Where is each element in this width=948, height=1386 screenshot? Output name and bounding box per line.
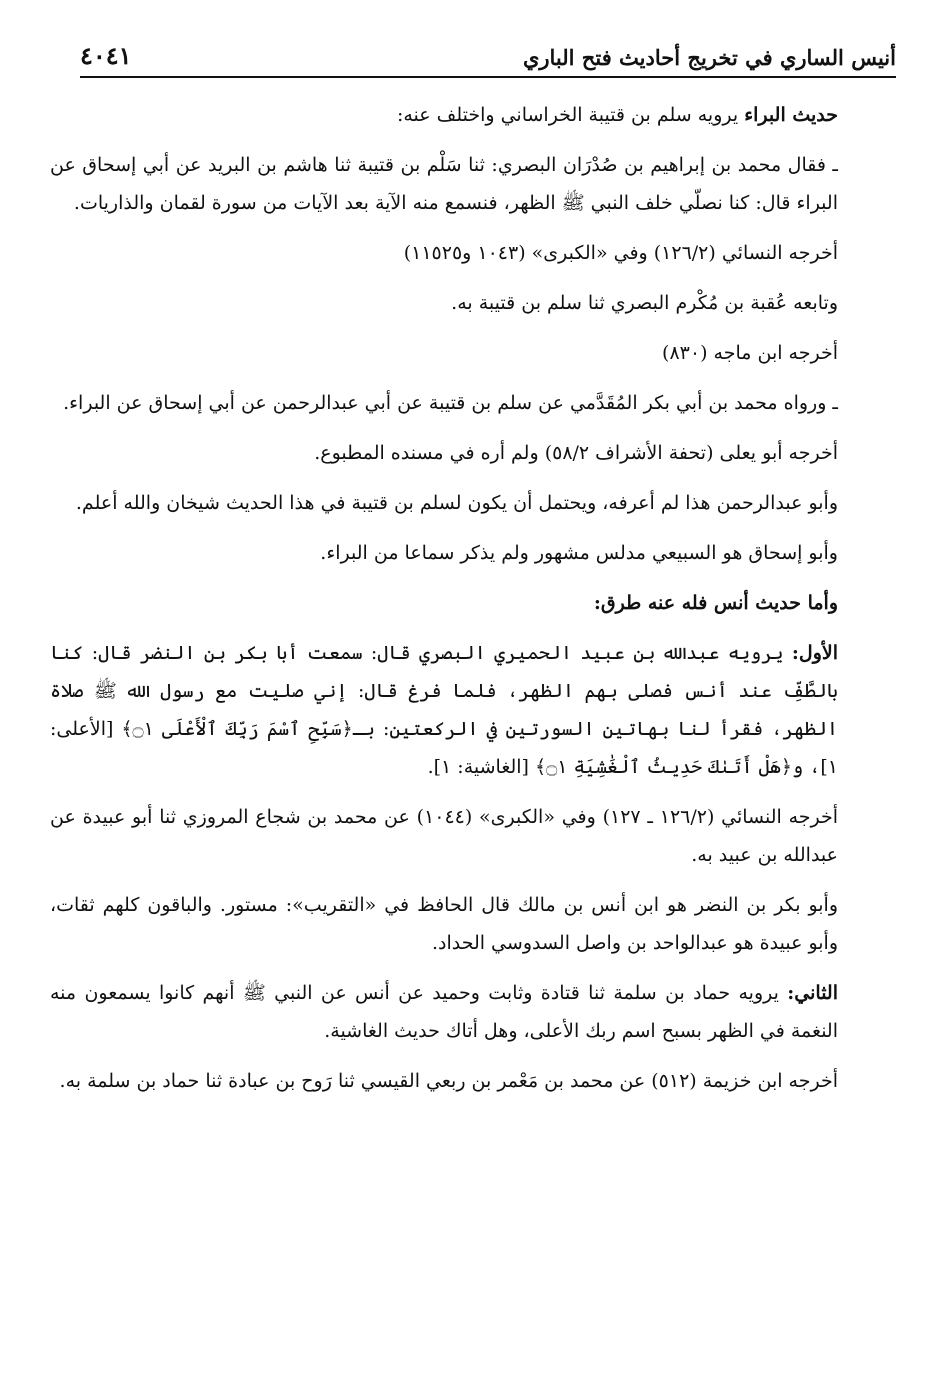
paragraph-text: يرويه حماد بن سلمة ثنا قتادة وثابت وحميد عن أنس عن النبي ﷺ أنهم كانوا يسمعون منه النغمة في الظهر بسبح اسم ربك الأعلى، وهل أتاك حديث الغاشية. [50,982,838,1042]
page-header [80,34,896,78]
paragraph-second-route [50,974,896,1050]
paragraph-abu-yala: أخرجه أبو يعلى (تحفة الأشراف ٥٨/٢) ولم أره في مسنده المطبوع. [314,442,838,464]
paragraph-text: [الأعلى: ١]، و [50,718,838,778]
paragraph-ibn-khuzayma: أخرجه ابن خزيمة (٥١٢) عن محمد بن مَعْمر بن ربعي القيسي ثنا رَوح بن عبادة ثنا حماد بن سلمة به. [59,1070,838,1092]
paragraph-muqaddami: ـ ورواه محمد بن أبي بكر المُقَدَّمي عن سلم بن قتيبة عن أبي عبدالرحمن عن أبي إسحاق عن البراء. [63,392,838,414]
quran-verse: ﴿سَبِّحِ ٱسْمَ رَبِّكَ ٱلْأَعْلَى ۝١﴾ [121,718,353,740]
paragraph-first-route [50,634,896,786]
paragraph-uqba-follow: وتابعه عُقبة بن مُكْرم البصري ثنا سلم بن قتيبة به. [451,292,838,314]
paragraph-abu-ishaq: وأبو إسحاق هو السبيعي مدلس مشهور ولم يذكر سماعا من البراء. [320,542,838,564]
paragraph-text: يرويه عبدالله بن عبيد الحميري البصري قال: سمعت أبا بكر بن النضر قال: كنا بالطَّفِّ عند أنس فصلى بهم الظهر، فلما فرغ قال: إني صليت مع رسول الله ﷺ صلاة الظهر، فقرأ لنا بهاتين السورتين في الركعتين: بـ [50,642,839,740]
paragraph-text: يرويه سلم بن قتيبة الخراساني واختلف عنه: [396,104,745,126]
paragraph-nasai-second: أخرجه النسائي (١٢٦/٢ ـ ١٢٧) وفي «الكبرى» (١٠٤٤) عن محمد بن شجاع المروزي ثنا أبو عبيدة عن عبدالله بن عبيد به. [50,806,839,866]
quran-verse: ﴿هَلْ أَتَىٰكَ حَدِيثُ ٱلْغَٰشِيَةِ ۝١﴾ [535,756,793,778]
paragraph-abu-abdurrahman: وأبو عبدالرحمن هذا لم أعرفه، ويحتمل أن يكون لسلم بن قتيبة في هذا الحديث شيخان والله أعلم. [75,492,838,514]
section-heading-anas: وأما حديث أنس فله عنه طرق: [593,592,838,614]
paragraph-nasai-takhrij: أخرجه النسائي (١٢٦/٢) وفي «الكبرى» (١٠٤٣ و١١٥٢٥) [403,242,838,264]
running-title: أنيس الساري في تخريج أحاديث فتح الباري [522,45,896,70]
paragraph-lead: الأول: [791,642,838,664]
paragraph-abu-bakr-nadr: وأبو بكر بن النضر هو ابن أنس بن مالك قال الحافظ في «التقريب»: مستور. والباقون كلهم ثقات، وأبو عبيدة هو عبدالواحد بن واصل السدوسي الحداد. [50,894,838,954]
paragraph-text: [الغاشية: ١]. [427,756,536,778]
paragraph-lead: حديث البراء [744,104,838,126]
paragraph-ibn-sudran: ـ فقال محمد بن إبراهيم بن صُدْرَان البصري: ثنا سَلْم بن قتيبة ثنا هاشم بن البريد عن أبي إسحاق عن البراء قال: كنا نصلّي خلف النبي ﷺ الظهر، فنسمع منه الآية بعد الآيات من سورة لقمان والذاريات. [50,154,838,214]
paragraph-bara-intro [50,96,896,134]
page-body [50,96,896,1112]
page-number: ٤٠٤١ [80,41,132,70]
paragraph-ibn-majah: أخرجه ابن ماجه (٨٣٠) [662,342,838,364]
paragraph-lead: الثاني: [787,982,838,1004]
